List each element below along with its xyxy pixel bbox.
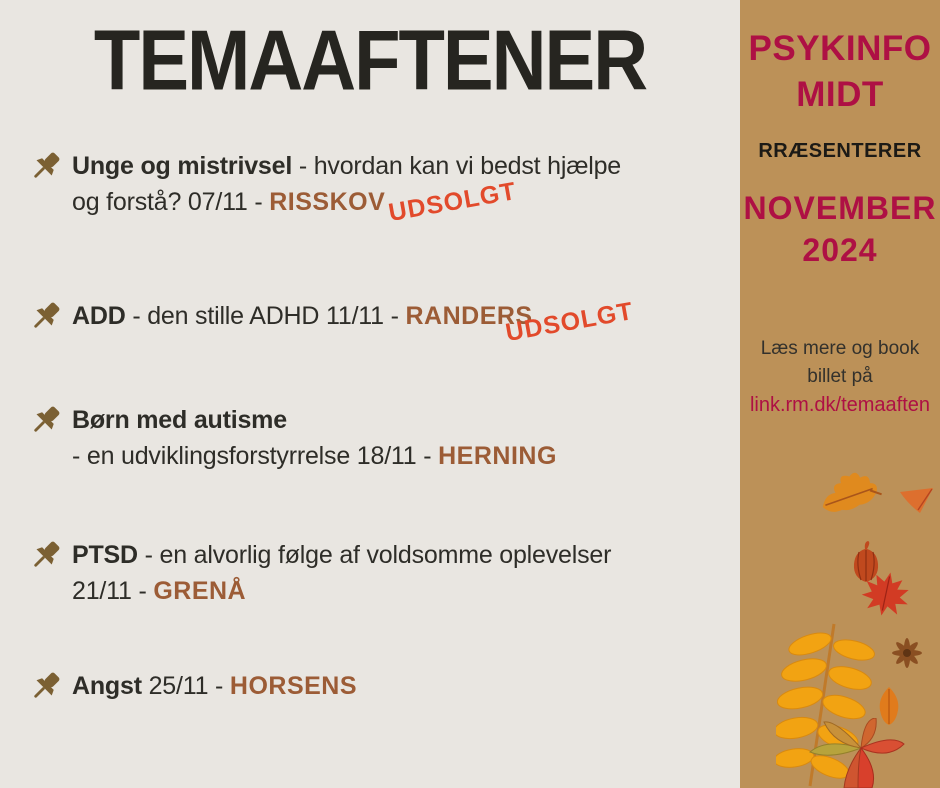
event-description: 21/11 - — [72, 577, 154, 605]
event-city: HERNING — [438, 442, 557, 470]
event-city: RANDERS — [405, 302, 533, 330]
event-title: ADD — [72, 302, 126, 330]
event-item-unge-og-mistrivsel — [0, 148, 740, 228]
soldout-stamp: UDSOLGT — [386, 177, 519, 228]
star-anise-icon — [890, 638, 924, 670]
event-text — [72, 537, 740, 609]
booking-link[interactable]: link.rm.dk/temaaften — [749, 394, 931, 416]
oak-leaf-icon — [818, 468, 882, 518]
event-title: PTSD — [72, 541, 138, 569]
month-label — [740, 187, 940, 271]
pushpin-icon — [26, 668, 64, 706]
brand-line1: PSYKINFO — [748, 29, 932, 68]
brand-line2: MIDT — [796, 75, 884, 114]
pushpin-icon — [26, 402, 64, 440]
poster-title: TEMAAFTENER — [93, 13, 647, 109]
sidebar — [740, 0, 940, 788]
cta-line2: billet på — [807, 366, 873, 387]
month-year: 2024 — [802, 232, 878, 268]
event-description: og forstå? 07/11 - — [72, 188, 270, 216]
cta-line1: Læs mere og book — [760, 338, 920, 359]
event-city: HORSENS — [229, 672, 358, 700]
event-description: 25/11 - — [141, 672, 230, 700]
brand-logo — [740, 26, 940, 118]
event-title: Unge og mistrivsel — [72, 152, 293, 180]
event-city: RISSKOV — [269, 188, 386, 216]
event-description: - hvordan kan vi bedst hjælpe — [292, 152, 621, 180]
event-text — [72, 668, 740, 704]
event-description: - den stille ADHD 11/11 - — [125, 302, 406, 330]
event-item-angst — [0, 668, 740, 704]
cta-block — [740, 335, 940, 419]
event-item-add — [0, 297, 740, 348]
pushpin-icon — [26, 298, 64, 336]
event-city: GRENÅ — [153, 577, 247, 605]
event-text — [72, 298, 740, 334]
creeper-leaf-icon — [806, 718, 910, 788]
presents-label: RRÆSENTERER — [758, 140, 922, 162]
month-name: NOVEMBER — [743, 190, 937, 226]
event-description: - en udviklingsforstyrrelse 18/11 - — [72, 442, 439, 470]
pushpin-icon — [26, 148, 64, 186]
pushpin-icon — [26, 537, 64, 575]
maple-leaf-icon — [860, 570, 912, 618]
event-text — [72, 402, 740, 474]
soldout-stamp: UDSOLGT — [503, 297, 636, 348]
event-description: - en alvorlig følge af voldsomme oplevelser — [137, 541, 612, 569]
event-item-boern-med-autisme — [0, 402, 740, 474]
event-title: Angst — [72, 672, 142, 700]
event-item-ptsd — [0, 537, 740, 609]
event-title: Børn med autisme — [72, 406, 287, 434]
small-leaf-icon — [898, 486, 936, 516]
